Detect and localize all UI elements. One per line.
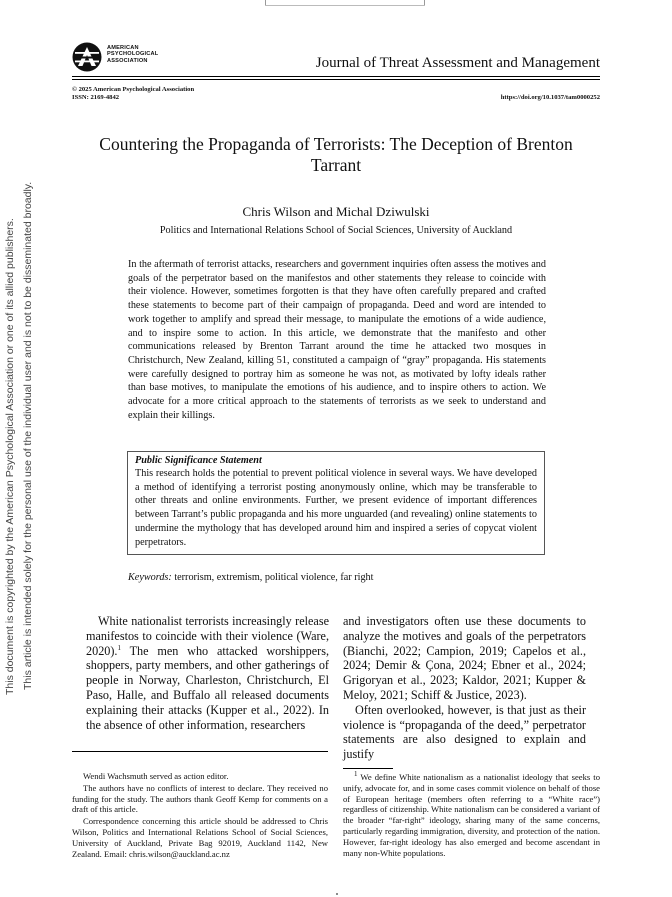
editor-note: Wendi Wachsmuth served as action editor.: [83, 771, 229, 781]
paragraph: White nationalist terrorists increasingly release manifestos to coincide with their violence (Ware, 2020).$^1$ The men who attacked worshippers, shoppers, party members, and other gatherings of people in Norway, Charleston, Christchurch, El Paso, Halle, and Buffalo all released documents explaining their attacks (Kupper et al., 2022). In the absence of other information, researchers: [86, 614, 329, 732]
copyright-sidebar-notice: This document is copyrighted by the American Psychological Association or one of its allied publishers.: [4, 218, 16, 695]
body-column-right: [343, 614, 586, 762]
paragraph: Often overlooked, however, is that just as their violence is “propaganda of the deed,” perpetrator statements are also designed to explain and justify: [343, 702, 586, 762]
significance-text: This research holds the potential to prevent political violence in several ways. We have developed a method of identifying a terrorist posting anonymously online, which may be transferable to other threats and online environments. Further, we present evidence of important differences between Tarrant’s public propaganda and his more unguarded (and revealing) online statements to undermine the mythology that has developed around him and inspired a series of copycat violent perpetrators.: [135, 468, 537, 548]
author-note: [72, 771, 328, 860]
article-title: Countering the Propaganda of Terrorists: The Deception of Brenton Tarrant: [99, 134, 573, 175]
correspondence-note: Correspondence concerning this article should be addressed to Chris Wilson, Politics and International Relations School of Social Sciences, University of Auckland, Private Bag 92019, Auckland 1142, New Zealand. Email: chris.wilson@auckland.ac.nz: [72, 816, 328, 859]
footnote-1: $^1$ We define White nationalism as a nationalist ideology that seeks to unify, advocate for, and in some cases commit violence on behalf of those of European heritage (members often referring to a “White race”) regardless of citizenship. White nationalism can be considered a variant of the broader “far-right” ideology, sharing many of the same concerns, particularly regarding immigration, diversity, and protection of the nation. However, far-right ideology has also emerged and become ascendant in many non-White populations.: [343, 770, 600, 858]
header-rule-thin: [72, 79, 600, 80]
top-edge-mark: [265, 0, 425, 6]
body-column-left: [86, 614, 329, 732]
issn: ISSN: 2169-4842: [72, 94, 120, 101]
publisher-name: AMERICAN PSYCHOLOGICAL ASSOCIATION: [107, 45, 159, 64]
paragraph: and investigators often use these documents to analyze the motives and goals of the perpetrators (Bianchi, 2022; Campion, 2019; Capelos et al., 2024; Demir & Çona, 2024; Ebner et al., 2024; Grigoryan et al., 2023; Kaldor, 2021; Kupper & Meloy, 2021; Schiff & Justice, 2023).: [343, 614, 586, 702]
keywords: [128, 572, 373, 583]
footnote-marker: 1: [354, 770, 358, 779]
keywords-list: terrorism, extremism, political violence, far right: [174, 572, 374, 583]
footnote-rule-right: [343, 768, 393, 769]
conflicts-note: The authors have no conflicts of interest to declare. They received no funding for the study. The authors thank Geoff Kemp for comments on a draft of this article.: [72, 782, 328, 815]
copyright-block: [72, 86, 194, 102]
public-significance-box: [127, 451, 545, 555]
significance-title: Public Significance Statement: [135, 455, 262, 466]
footnote-ref[interactable]: 1: [117, 643, 121, 652]
page-dot: [336, 893, 338, 895]
copyright: © 2025 American Psychological Association: [72, 86, 195, 93]
affiliation: Politics and International Relations School of Social Sciences, University of Auckland: [159, 225, 513, 236]
keywords-label: Keywords:: [128, 572, 172, 583]
abstract: In the aftermath of terrorist attacks, researchers and government inquiries often assess the motives and goals of the perpetrator based on the manifestos and other statements they release to coincide with their violence. However, sometimes forgotten is that they have often carefully prepared and crafted these statements to become part of their campaign of propaganda. Deed and word are intended to work together to amplify and spread their message, to manipulate the emotions of a wide audience, and to inspire some to action. In this article, we demonstrate that the manifesto and other communications released by Brenton Tarrant around the time he attacked two mosques in Christchurch, New Zealand, killing 51, constituted a campaign of “gray” propaganda. His statements were carefully designed to portray him as someone he was not, as motivated by lofty ideals rather than base motives, to manipulate the emotions of his audience, and to inspire others to action. We advocate for a more critical approach to the statements of terrorists as we seek to understand and explain their killings.: [128, 259, 546, 421]
doi-link[interactable]: https://doi.org/10.1037/tam0000252: [500, 94, 600, 101]
header-rule: [72, 76, 600, 77]
footnote-rule-left: [72, 751, 328, 752]
apa-logo-icon: [72, 42, 102, 72]
usage-sidebar-notice: This article is intended solely for the personal use of the individual user and is not to be disseminated broadly.: [22, 181, 34, 690]
journal-title: Journal of Threat Assessment and Management: [315, 55, 600, 71]
authors: Chris Wilson and Michal Dziwulski: [242, 204, 430, 219]
